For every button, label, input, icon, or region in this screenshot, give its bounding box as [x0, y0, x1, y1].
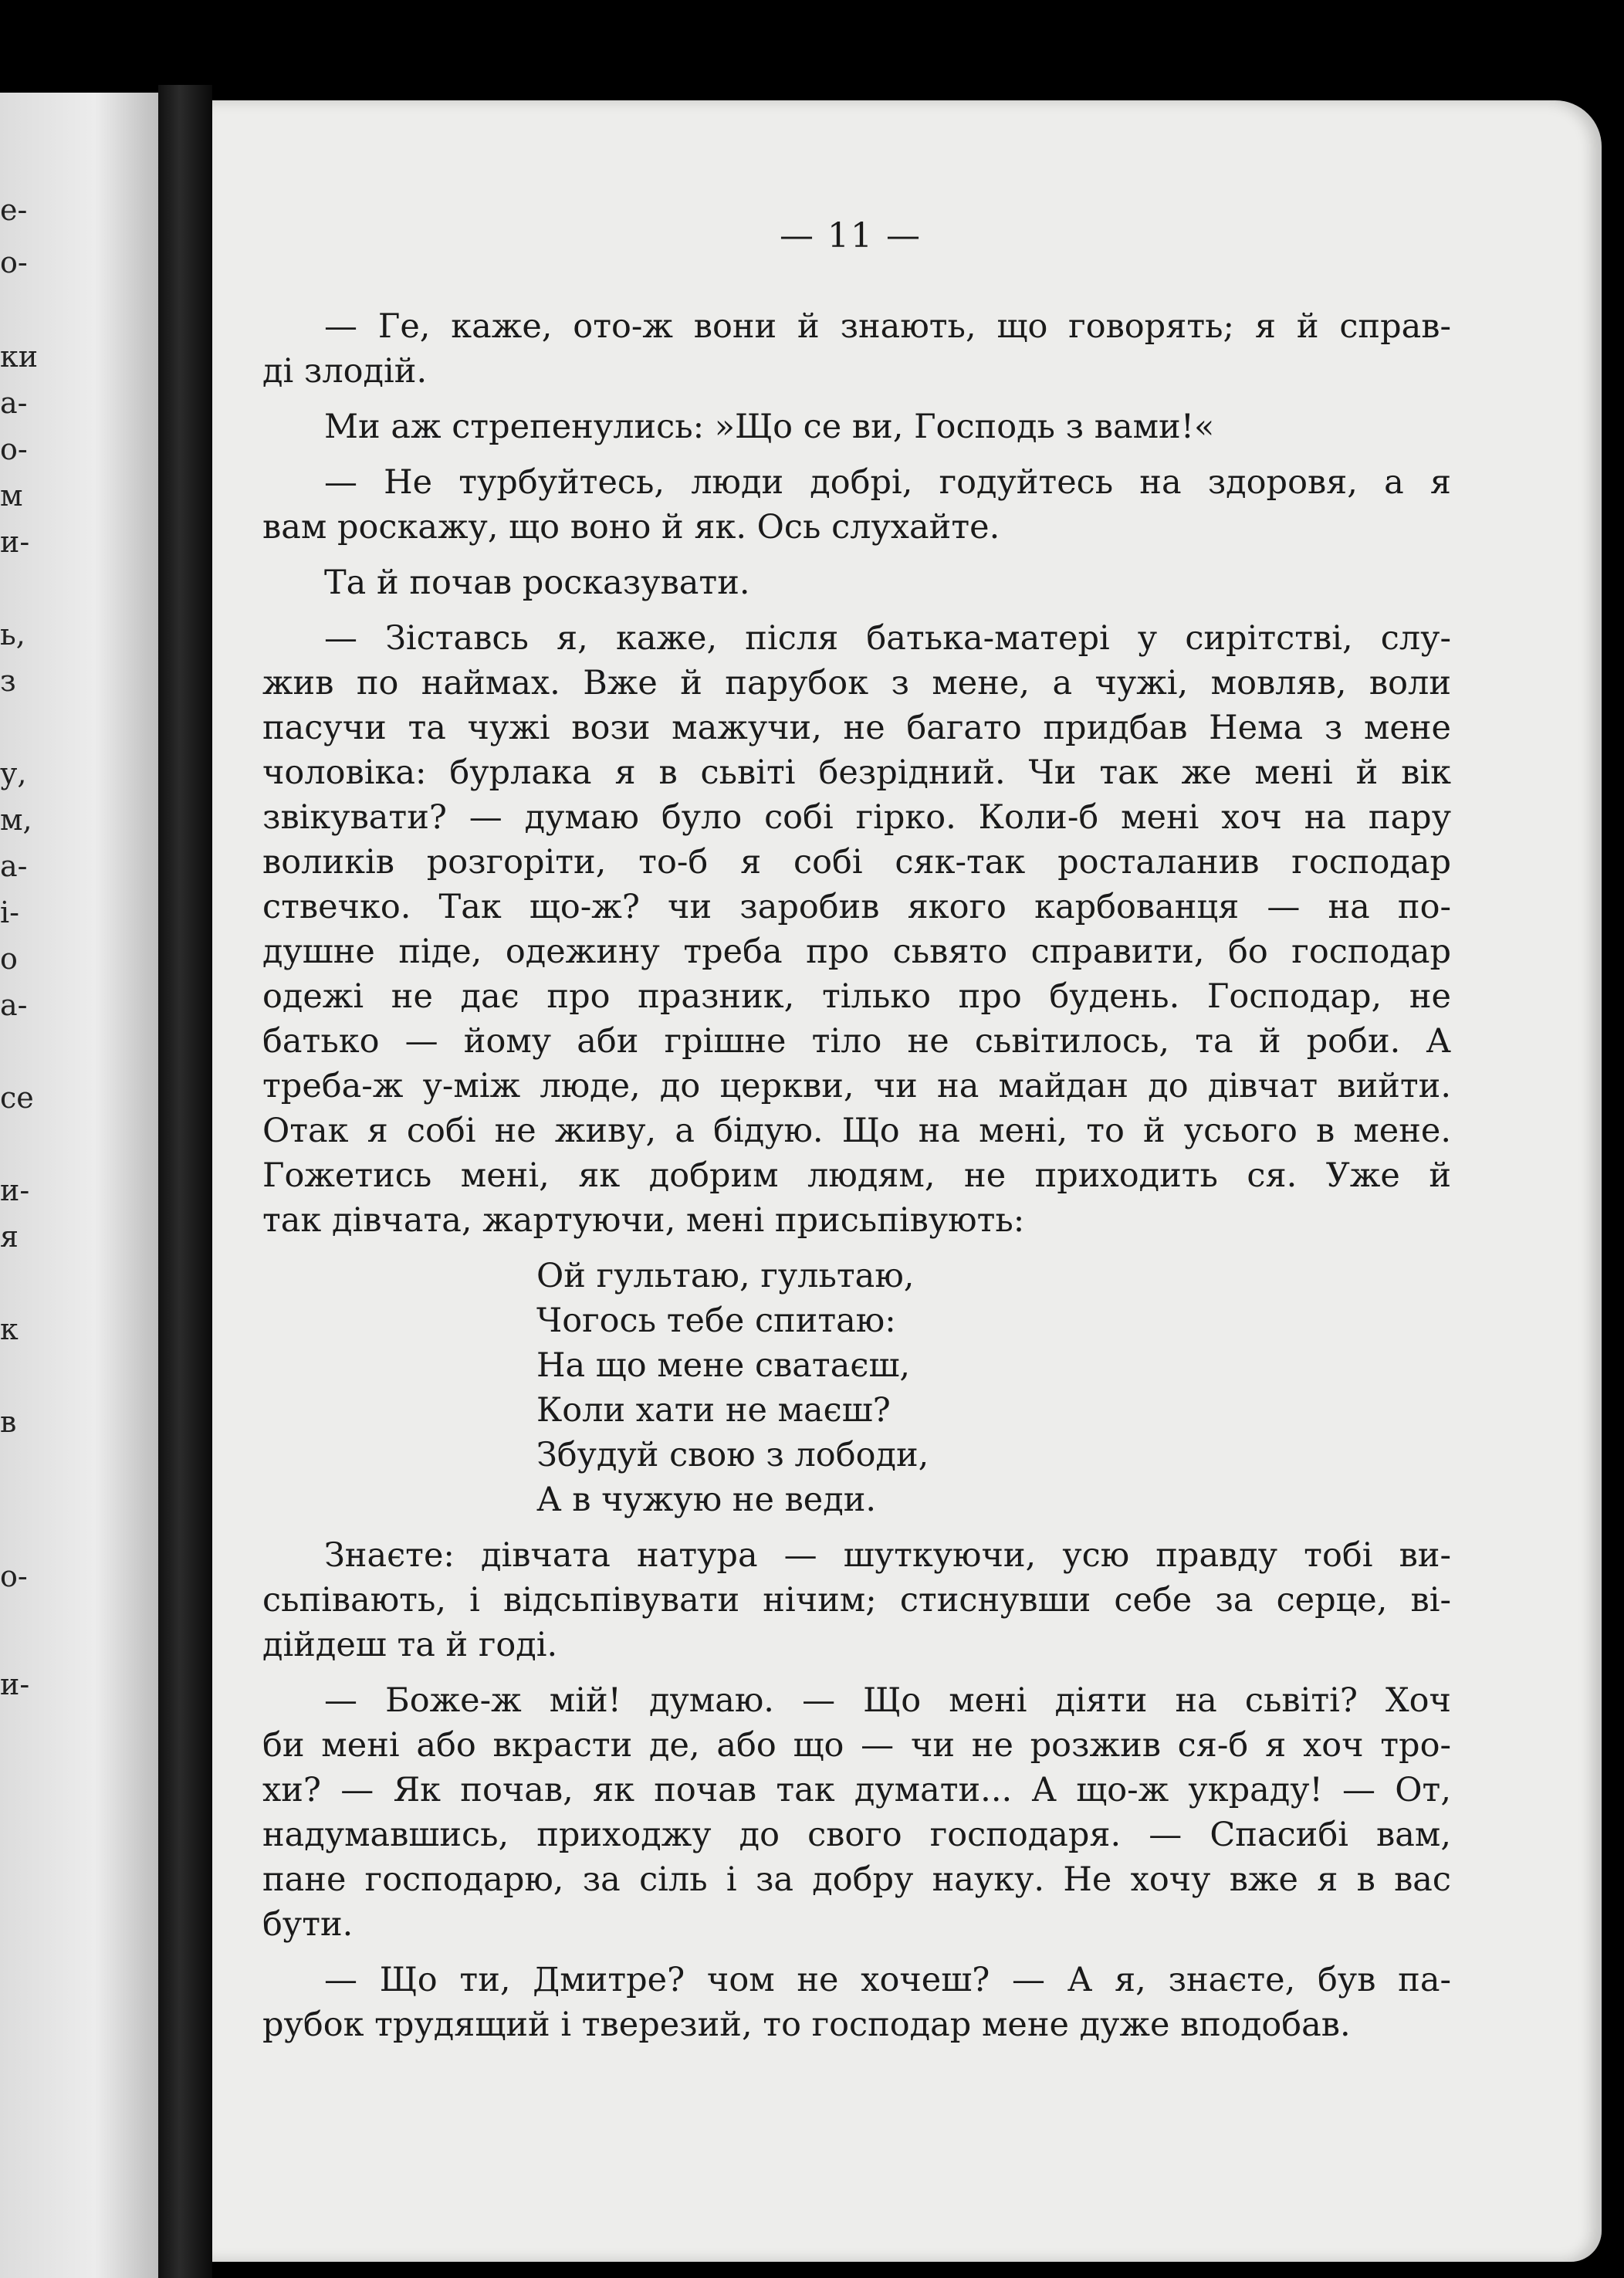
left-page-fragment: о- [0, 432, 28, 466]
text-line: хи? — Як почав, як почав так думати... А що-ж украду! — От, [262, 1771, 1451, 1809]
paragraph [262, 560, 1451, 605]
left-page-fragment: м, [0, 803, 32, 837]
left-page-fragment: ки [0, 340, 39, 374]
text-line: вам роскажу, що воно й як. Ось слухайте. [262, 508, 1000, 547]
text-line: треба-ж у-між люде, до церкви, чи на майдан до дівчат вийти. [262, 1067, 1451, 1105]
text-line: би мені або вкрасти де, або що — чи не розжив ся-б я хоч тро- [262, 1726, 1451, 1765]
text-line: надумавшись, приходжу до свого господаря. — Спасибі вам, [262, 1816, 1451, 1854]
text-line: — Боже-ж мій! думаю. — Що мені діяти на сьвіті? Хоч [324, 1681, 1451, 1720]
left-page-fragment: о [0, 942, 18, 976]
left-page-fragment: і- [0, 895, 19, 929]
left-page-fragment: а- [0, 386, 28, 420]
left-page-fragment: е- [0, 193, 28, 227]
left-page-fragment: з [0, 664, 16, 698]
text-line: так дівчата, жартуючи, мені присьпівують: [262, 1201, 1025, 1240]
text-line: Отак я собі не живу, а бідую. Що на мені, то й усього в мене. [262, 1112, 1451, 1150]
text-line: Ми аж стрепенулись: »Що се ви, Господь з вами!« [324, 408, 1215, 446]
text-line: дійдеш та й годі. [262, 1626, 558, 1664]
verse-line: Збудуй свою з лободи, [536, 1436, 929, 1474]
paragraph [262, 460, 1451, 550]
text-line: воликів розгоріти, то-б я собі сяк-так росталанив господар [262, 843, 1451, 882]
left-page-fragment: я [0, 1220, 19, 1254]
left-page-fragment: к [0, 1312, 19, 1346]
text-line: ді злодій. [262, 352, 428, 391]
left-page-fragment: м [0, 479, 23, 513]
left-page-fragment: и- [0, 1667, 30, 1701]
paragraph [262, 1533, 1451, 1667]
text-line: ствечко. Так що-ж? чи заробив якого карбованця — на по- [262, 888, 1451, 926]
text-line: — Не турбуйтесь, люди добрі, годуйтесь на здоровя, а я [324, 463, 1451, 502]
left-page-fragment: в [0, 1405, 17, 1439]
left-page-fragment: о- [0, 1559, 28, 1593]
text-line: рубок трудящий і тверезий, то господар мене дуже вподобав. [262, 2006, 1351, 2044]
text-line: звікувати? — думаю було собі гірко. Коли-б мені хоч на пару [262, 798, 1451, 837]
left-page-fragment: се [0, 1081, 34, 1115]
paragraph [262, 304, 1451, 394]
paragraph [262, 404, 1451, 449]
paragraph [262, 1958, 1451, 2047]
text-line: батько — йому аби грішне тіло не сьвітилось, та й роби. А [262, 1022, 1451, 1061]
text-line: одежі не дає про празник, тілько про будень. Господар, не [262, 977, 1451, 1016]
verse-line: А в чужую не веди. [536, 1481, 877, 1519]
paragraph [262, 1678, 1451, 1947]
text-line: душне піде, одежину треба про сьвято справити, бо господар [262, 933, 1451, 971]
page-text [262, 293, 1451, 2047]
text-line: бути. [262, 1905, 354, 1944]
text-line: Знаєте: дівчата натура — шуткуючи, усю правду тобі ви- [324, 1536, 1451, 1575]
text-line: — Зіставсь я, каже, після батька-матері у сирітстві, слу- [324, 619, 1451, 658]
left-page-fragment: и- [0, 1173, 30, 1207]
left-page-fragment: а- [0, 988, 28, 1022]
left-page-fragment: ь, [0, 618, 25, 652]
left-page-fragment: у, [0, 757, 27, 790]
left-page-fragment: а- [0, 849, 28, 883]
text-line: чоловіка: бурлака я в сьвіті безрідний. Чи так же мені й вік [262, 753, 1451, 792]
text-line: — Що ти, Дмитре? чом не хочеш? — А я, знаєте, був па- [324, 1961, 1451, 1999]
text-line: пане господарю, за сіль і за добру науку. Не хочу вже я в вас [262, 1860, 1451, 1899]
text-line: Гожетись мені, як добрим людям, не приходить ся. Уже й [262, 1156, 1451, 1195]
text-line: Та й почав росказувати. [324, 564, 750, 602]
paragraph [262, 616, 1451, 1243]
verse-block [262, 1254, 1451, 1522]
text-line: — Ге, каже, ото-ж вони й знають, що говорять; я й справ- [324, 307, 1451, 346]
left-page-fragment: о- [0, 245, 28, 279]
left-facing-page [0, 93, 158, 2278]
verse-line: Ой гультаю, гультаю, [536, 1257, 915, 1295]
page-number: — 11 — [780, 216, 922, 256]
verse-line: На що мене сватаєш, [536, 1346, 911, 1385]
book-spine [158, 85, 212, 2278]
verse-line: Чогось тебе спитаю: [536, 1301, 896, 1340]
left-page-fragment: и- [0, 525, 30, 559]
text-line: жив по наймах. Вже й парубок з мене, а чужі, мовляв, воли [262, 664, 1451, 702]
text-line: сьпівають, і відсьпівувати нічим; стиснувши себе за серце, ві- [262, 1581, 1451, 1620]
verse-line: Коли хати не маєш? [536, 1391, 891, 1430]
text-line: пасучи та чужі вози мажучи, не багато придбав Нема з мене [262, 709, 1451, 747]
